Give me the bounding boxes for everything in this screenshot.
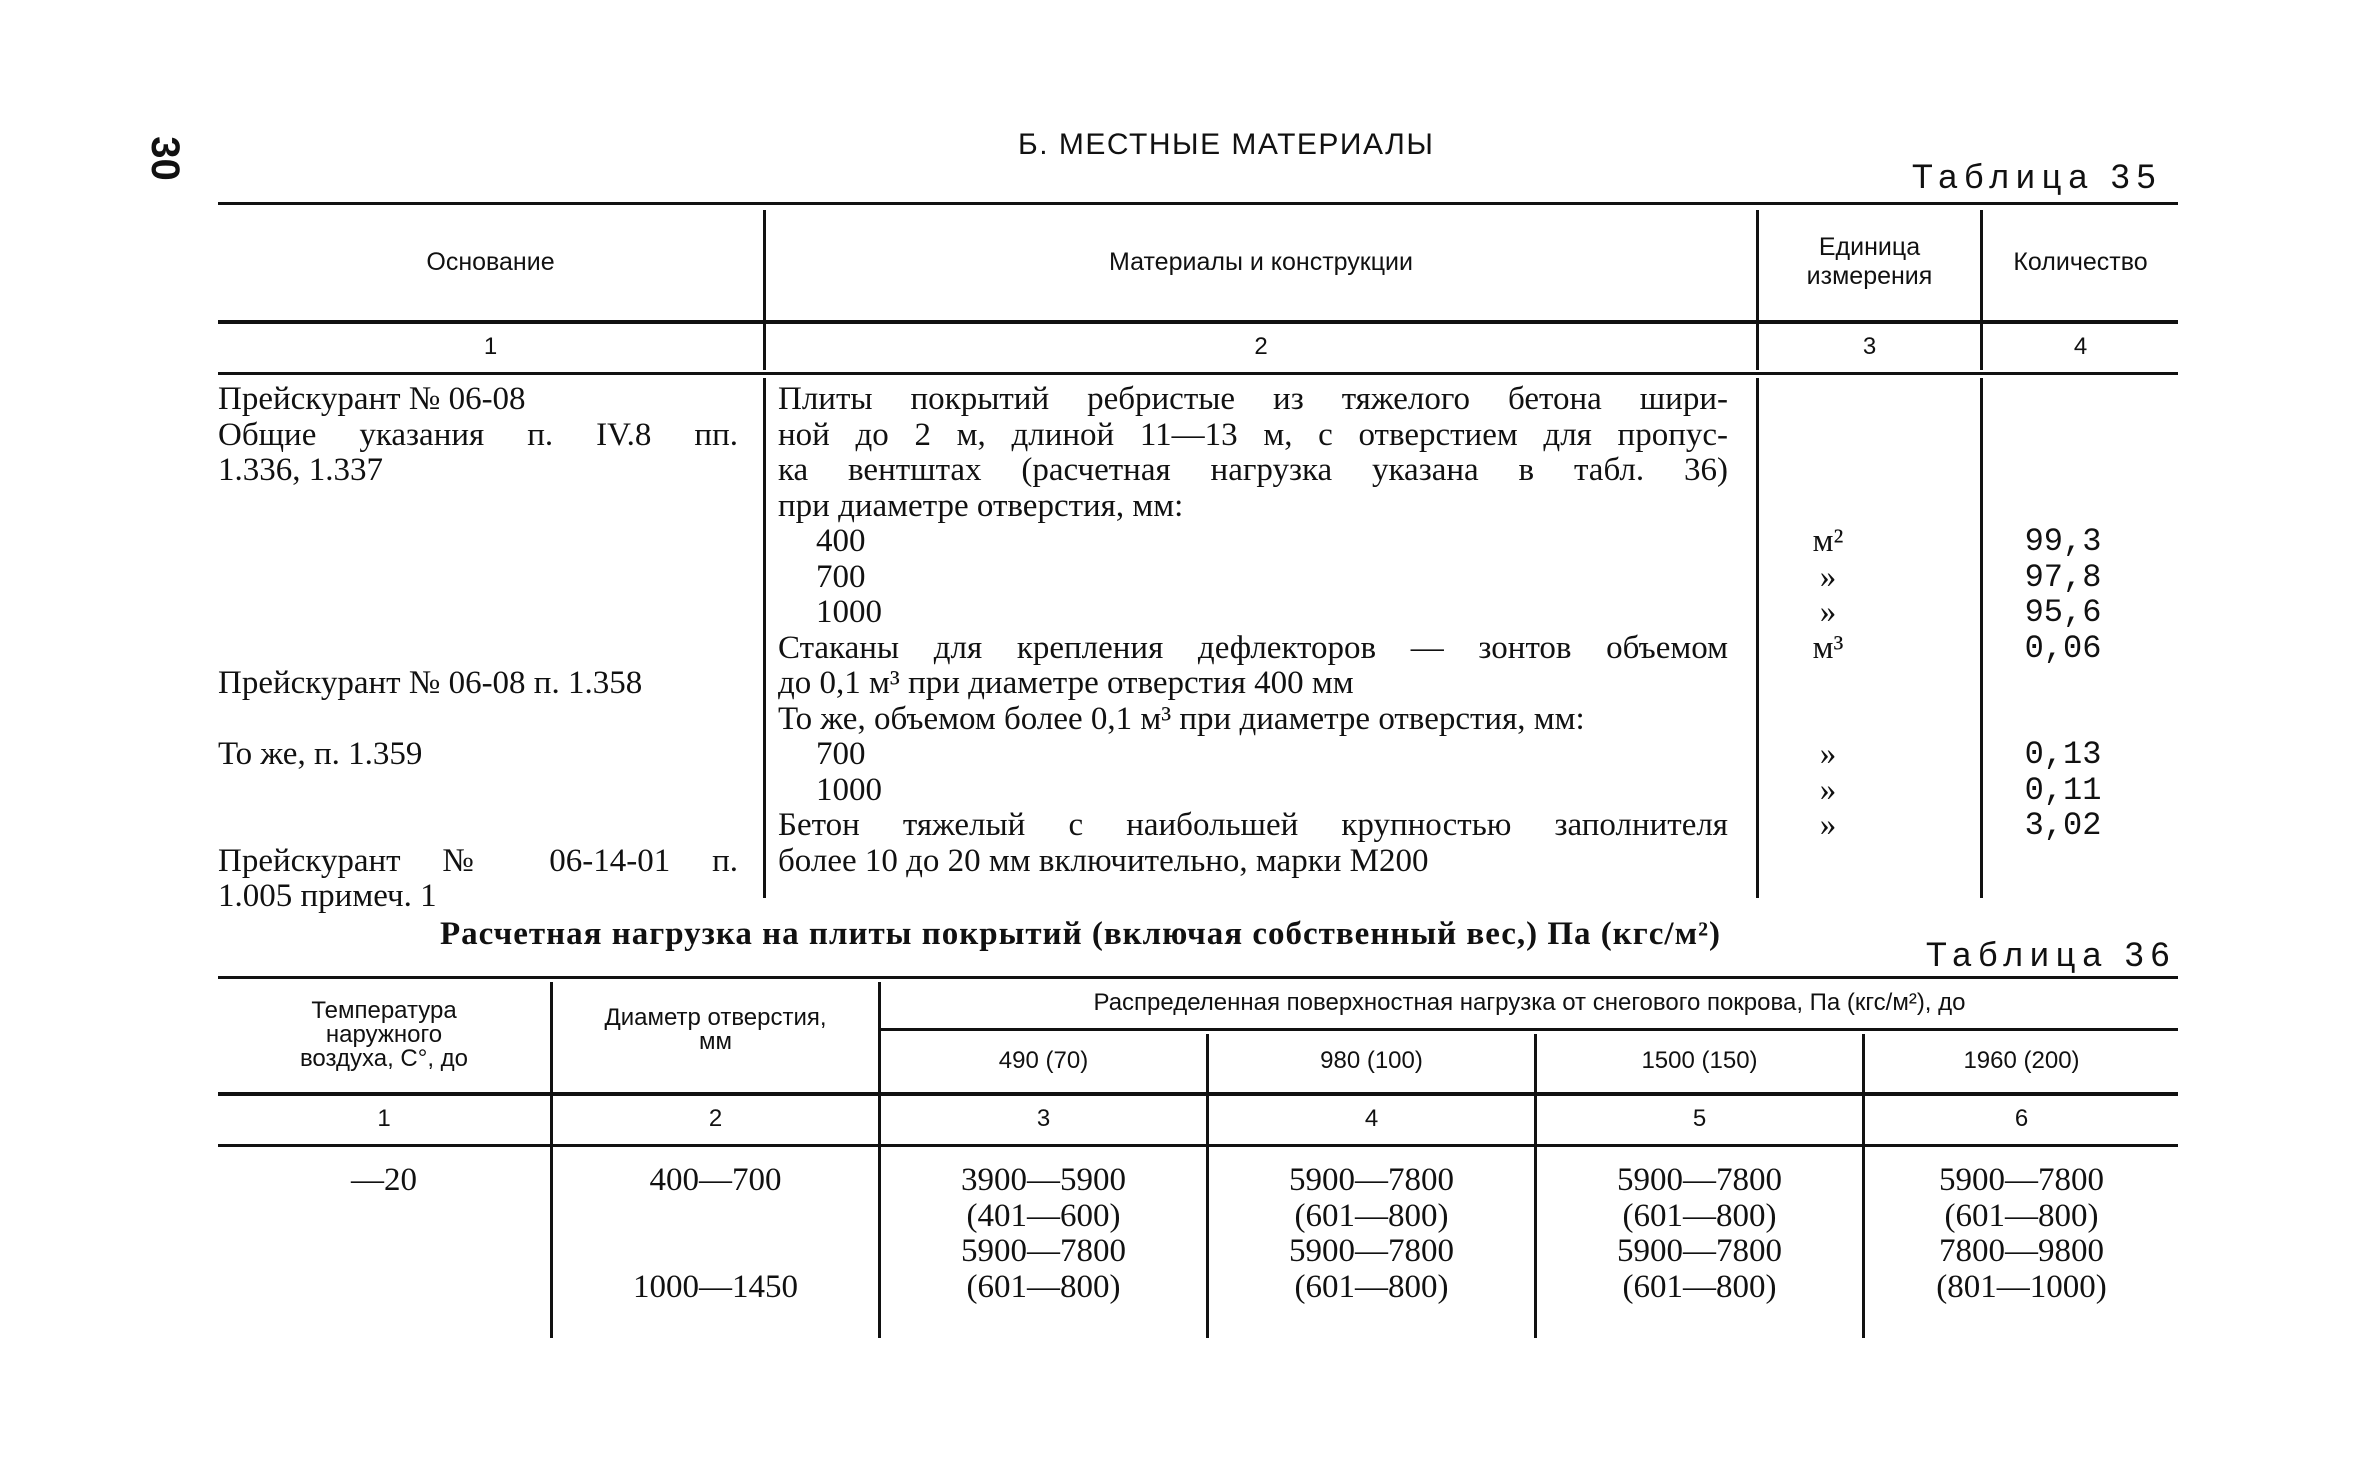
column-number: 1 [377, 1105, 391, 1132]
basis-line [218, 524, 738, 560]
header-temperature-line: наружного [325, 1021, 443, 1048]
quantity-cell [1988, 844, 2138, 880]
materials-line: 700 [816, 736, 866, 772]
materials-line: 1000 [816, 771, 882, 808]
quantity-cell: 0,06 [2024, 629, 2102, 667]
load-cell-1500 [1537, 1162, 1862, 1304]
quantity-column [1988, 382, 2138, 879]
header-unit [1759, 206, 1980, 318]
quantity-cell [1988, 489, 2138, 525]
unit-cell: » [1819, 736, 1837, 772]
page-number: 30 [142, 136, 187, 181]
materials-line: 1000 [816, 594, 882, 630]
basis-line [218, 560, 738, 596]
load-value: 5900—7800 [1289, 1233, 1454, 1269]
unit-cell [1748, 418, 1908, 454]
header-unit-line-1: Единица [1818, 233, 1921, 262]
load-value: (601—800) [966, 1268, 1121, 1305]
unit-cell: м³ [1812, 629, 1844, 666]
column-number: 4 [1364, 1105, 1379, 1132]
table-36-caption: Таблица 36 [1926, 936, 2177, 974]
subheader-load: 1960 (200) [1963, 1047, 2080, 1075]
load-value: (401—600) [966, 1197, 1121, 1234]
unit-cell [1748, 844, 1908, 880]
quantity-cell [1988, 666, 2138, 702]
column-number: 2 [708, 1105, 723, 1132]
load-value: 7800—9800 [1939, 1233, 2104, 1269]
load-cell-980 [1209, 1162, 1534, 1304]
load-value: (601—800) [1622, 1268, 1777, 1305]
materials-line: ка вентштах (расчетная нагрузка указана в табл. 36) [778, 453, 1728, 488]
load-value: (601—800) [1294, 1268, 1449, 1305]
unit-cell: » [1819, 558, 1837, 595]
basis-line: То же, п. 1.359 [218, 736, 423, 772]
header-load: Распределенная поверхностная нагрузка от снегового покрова, Па (кгс/м²), до [1093, 989, 1966, 1017]
table-36-title: Расчетная нагрузка на плиты покрытий (включая собственный вес,) Па (кгс/м²) [440, 916, 1721, 952]
load-value: (801—1000) [1936, 1268, 2107, 1305]
unit-cell [1748, 489, 1908, 525]
materials-line: 700 [816, 558, 866, 595]
load-cell-1960 [1865, 1162, 2178, 1304]
header-basis: Основание [426, 247, 555, 276]
load-cell-490 [881, 1162, 1206, 1304]
unit-cell: » [1819, 594, 1837, 630]
materials-line: Бетон тяжелый с наибольшей крупностью заполнителя [778, 808, 1728, 843]
column-number: 5 [1692, 1105, 1707, 1132]
quantity-cell: 97,8 [2024, 558, 2102, 596]
quantity-cell: 3,02 [2024, 807, 2102, 844]
column-number: 1 [483, 333, 498, 360]
load-value: 5900—7800 [1617, 1233, 1782, 1269]
unit-cell: м² [1812, 523, 1844, 559]
column-number: 6 [2014, 1105, 2029, 1132]
header-diameter-line: мм [699, 1028, 732, 1055]
unit-cell: » [1819, 771, 1837, 808]
basis-line [218, 631, 738, 667]
quantity-cell [1988, 453, 2138, 489]
header-unit-line-2: измерения [1806, 262, 1933, 290]
subheader-load: 1500 (150) [1641, 1047, 1758, 1075]
header-diameter [553, 980, 878, 1080]
materials-line: до 0,1 м³ при диаметре отверстия 400 мм [778, 665, 1354, 701]
unit-column [1748, 382, 1908, 879]
materials-line: ной до 2 м, длиной 11—13 м, с отверстием для пропус- [778, 417, 1728, 453]
section-title: Б. МЕСТНЫЕ МАТЕРИАЛЫ [1018, 128, 1435, 161]
table-35-caption: Таблица 35 [1912, 158, 2163, 196]
quantity-cell: 99,3 [2024, 523, 2102, 560]
basis-line: 1.005 примеч. 1 [218, 878, 437, 914]
header-diameter-line: Диаметр отверстия, [604, 1004, 827, 1031]
header-quantity: Количество [2013, 247, 2148, 276]
quantity-cell [1988, 418, 2138, 454]
materials-line: при диаметре отверстия, мм: [778, 487, 1184, 524]
temperature-value: —20 [351, 1162, 417, 1198]
basis-line [218, 489, 738, 525]
load-value: (601—800) [1944, 1197, 2099, 1234]
quantity-cell [1988, 382, 2138, 418]
basis-line: Прейскурант № 06-14-01 п. [218, 843, 738, 879]
quantity-cell: 95,6 [2024, 594, 2102, 631]
subheader-load: 490 (70) [998, 1047, 1089, 1075]
quantity-cell: 0,13 [2024, 736, 2102, 773]
spacer [553, 1198, 878, 1234]
subheader-load: 980 (100) [1320, 1047, 1423, 1075]
unit-cell [1748, 382, 1908, 418]
header-temperature-line: воздуха, С°, до [299, 1045, 469, 1072]
unit-cell [1748, 453, 1908, 489]
basis-line: Прейскурант № 06-08 п. 1.358 [218, 665, 643, 701]
load-value: 5900—7800 [1289, 1162, 1454, 1198]
column-number: 4 [2073, 333, 2088, 360]
basis-line [218, 773, 738, 809]
diameter-value: 400—700 [649, 1162, 782, 1198]
basis-line [218, 702, 738, 738]
materials-line: Стаканы для крепления дефлекторов — зонтов объемом [778, 630, 1728, 666]
unit-cell [1748, 666, 1908, 702]
load-value: (601—800) [1622, 1197, 1777, 1234]
load-value: (601—800) [1294, 1197, 1449, 1234]
load-value: 3900—5900 [961, 1162, 1126, 1198]
spacer [553, 1233, 878, 1269]
basis-line [218, 595, 738, 631]
temperature-cell [218, 1162, 550, 1198]
materials-line: более 10 до 20 мм включительно, марки М200 [778, 842, 1429, 879]
column-number: 3 [1862, 333, 1877, 360]
basis-column [218, 382, 738, 915]
header-materials: Материалы и конструкции [1109, 247, 1413, 276]
materials-line: Плиты покрытий ребристые из тяжелого бетона шири- [778, 382, 1728, 417]
diameter-cell [553, 1162, 878, 1304]
basis-line: Общие указания п. IV.8 пп. [218, 417, 738, 453]
load-value: 5900—7800 [961, 1233, 1126, 1269]
header-temperature-line: Температура [311, 997, 457, 1024]
quantity-cell [1988, 702, 2138, 738]
basis-line: Прейскурант № 06-08 [218, 381, 526, 417]
basis-line: 1.336, 1.337 [218, 452, 383, 488]
materials-column [778, 382, 1728, 879]
header-temperature [218, 980, 550, 1090]
column-number: 2 [1254, 333, 1268, 360]
load-value: 5900—7800 [1939, 1162, 2104, 1198]
quantity-cell: 0,11 [2024, 771, 2102, 809]
unit-cell [1748, 702, 1908, 738]
materials-line: 400 [816, 523, 866, 559]
basis-line [218, 808, 738, 844]
materials-line: То же, объемом более 0,1 м³ при диаметре отверстия, мм: [778, 700, 1585, 737]
unit-cell: » [1819, 807, 1837, 843]
diameter-value: 1000—1450 [633, 1268, 798, 1305]
load-value: 5900—7800 [1617, 1162, 1782, 1198]
column-number: 3 [1036, 1105, 1051, 1132]
